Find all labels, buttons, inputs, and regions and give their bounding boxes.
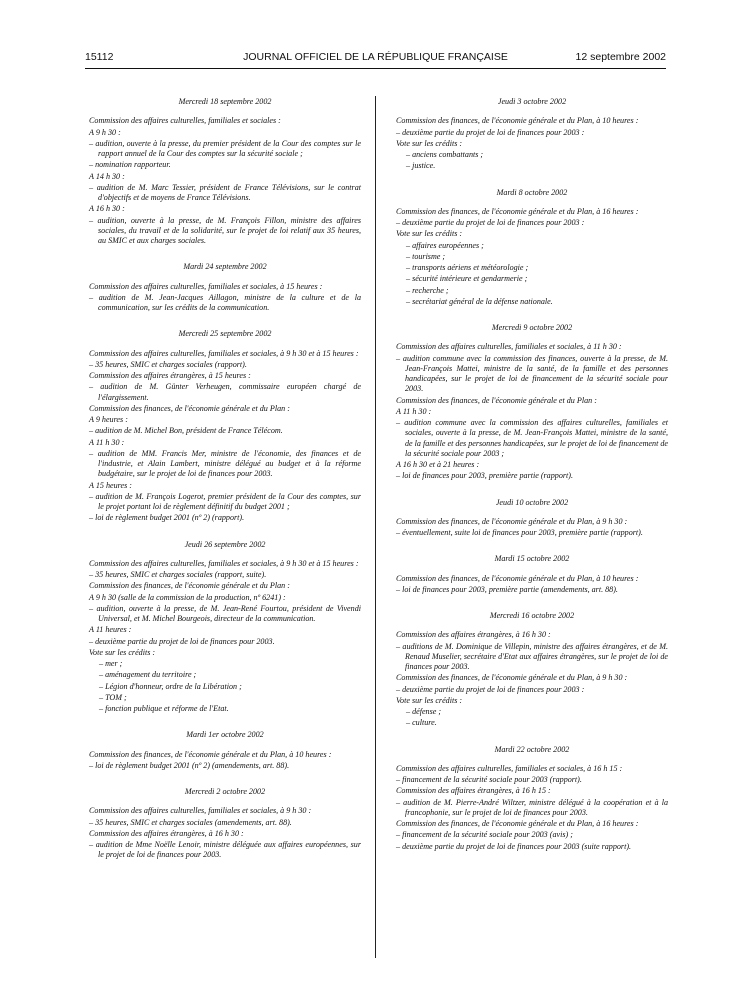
right-column	[396, 97, 668, 866]
agenda-item: – financement de la sécurité sociale pour 2003 (rapport).	[396, 775, 582, 784]
agenda-item: – loi de règlement budget 2001 (nº 2) (amendements, art. 88).	[89, 760, 290, 770]
agenda-item: – 35 heures, SMIC et charges sociales (rapport).	[89, 359, 247, 369]
agenda-day	[396, 496, 668, 539]
credit-item: – mer ;	[99, 659, 123, 668]
agenda-day	[396, 97, 668, 172]
commission-line: Commission des finances, de l'économie générale et du Plan, à 9 h 30 :	[396, 673, 628, 683]
commission-line: Vote sur les crédits :	[396, 695, 463, 705]
agenda-item: – audition de MM. Francis Mer, ministre de l'économie, des finances et de l'industrie, et Alain Lambert, ministre délégué au budget et à la réforme budgétaire, sur le projet de loi de finances pour 2003.	[89, 448, 361, 479]
day-heading: Mercredi 25 septembre 2002	[178, 329, 272, 339]
session-time: A 16 h 30 :	[89, 204, 125, 214]
agenda-item: – loi de finances pour 2003, première partie (amendements, art. 88).	[396, 584, 618, 594]
day-heading: Mardi 22 octobre 2002	[494, 744, 570, 754]
agenda-item: – financement de la sécurité sociale pour 2003 (avis) ;	[396, 830, 573, 840]
day-heading: Jeudi 10 octobre 2002	[495, 497, 569, 507]
left-column	[89, 97, 361, 875]
commission-line: Commission des affaires culturelles, familiales et sociales, à 9 h 30 :	[89, 806, 312, 816]
agenda-item: – deuxième partie du projet de loi de finances pour 2003 :	[396, 218, 585, 227]
agenda-item: – audition de Mme Noëlle Lenoir, ministre déléguée aux affaires européennes, sur le projet de loi de finances pour 2003.	[89, 840, 361, 860]
agenda-item: – 35 heures, SMIC et charges sociales (amendements, art. 88).	[89, 817, 292, 827]
agenda-item: – loi de finances pour 2003, première partie (rapport).	[396, 471, 573, 481]
session-time: A 11 h 30 :	[396, 406, 432, 416]
session-time: A 9 h 30 (salle de la commission de la production, nº 6241) :	[89, 592, 286, 602]
agenda-item: – audition de M. Jean-Jacques Aillagon, ministre de la culture et de la communication, sur les crédits de la communication.	[89, 292, 361, 312]
agenda-item: – deuxième partie du projet de loi de finances pour 2003 :	[396, 127, 585, 137]
agenda-item: – audition de M. Michel Bon, président de France Télécom.	[89, 426, 283, 436]
commission-line: Commission des affaires culturelles, familiales et sociales, à 9 h 30 et à 15 heures :	[89, 558, 359, 568]
session-time: A 16 h 30 et à 21 heures :	[396, 460, 480, 469]
credit-item: – TOM ;	[99, 692, 127, 702]
credit-item: – défense ;	[406, 707, 442, 716]
day-heading: Mercredi 16 octobre 2002	[489, 611, 575, 620]
agenda-day	[89, 538, 361, 715]
commission-line: Commission des affaires culturelles, familiales et sociales, à 11 h 30 :	[396, 342, 622, 352]
agenda-item: – audition de M. Marc Tessier, président de France Télévisions, sur le contrat d'objectifs et de moyens de France Télévisions.	[89, 182, 361, 202]
agenda-item: – deuxième partie du projet de loi de finances pour 2003.	[89, 636, 275, 646]
agenda-item: – audition de M. Pierre-André Wiltzer, ministre délégué à la coopération et à la francophonie, sur le projet de loi de finances pour 2003.	[396, 797, 668, 817]
header-rule	[85, 68, 666, 69]
agenda-item: – nomination rapporteur.	[89, 160, 171, 170]
session-time: A 11 heures :	[89, 625, 132, 635]
agenda-item: – loi de règlement budget 2001 (nº 2) (rapport).	[89, 513, 245, 523]
day-heading: Mardi 8 octobre 2002	[496, 187, 568, 197]
credit-item: – recherche ;	[406, 285, 449, 295]
agenda-day	[396, 552, 668, 595]
credit-item: – anciens combattants ;	[406, 150, 484, 159]
agenda-day	[396, 321, 668, 482]
credit-item: – sécurité intérieure et gendarmerie ;	[406, 274, 528, 284]
credit-item: – secrétariat général de la défense nationale.	[406, 296, 553, 306]
agenda-item: – éventuellement, suite loi de finances pour 2003, première partie (rapport).	[396, 528, 643, 537]
day-heading: Jeudi 26 septembre 2002	[184, 539, 266, 549]
credit-item: – affaires européennes ;	[406, 240, 484, 250]
credit-item: – fonction publique et réforme de l'Etat.	[99, 704, 229, 713]
commission-line: Vote sur les crédits :	[89, 647, 156, 657]
agenda-day	[396, 186, 668, 308]
session-time: A 14 h 30 :	[89, 171, 125, 181]
commission-line: Commission des finances, de l'économie générale et du Plan, à 16 heures :	[396, 819, 639, 828]
agenda-day	[89, 260, 361, 313]
commission-line: Commission des finances, de l'économie générale et du Plan :	[89, 403, 290, 413]
day-heading: Mardi 1er octobre 2002	[186, 730, 264, 740]
credit-item: – justice.	[406, 161, 436, 171]
credit-item: – tourisme ;	[406, 251, 446, 261]
agenda-item: – audition, ouverte à la presse, de M. François Fillon, ministre des affaires sociales, du travail et de la solidarité, sur le projet de loi relatif aux 35 heures, au SMIC et aux charges sociales.	[89, 215, 361, 245]
commission-line: Vote sur les crédits :	[396, 229, 463, 239]
commission-line: Commission des finances, de l'économie générale et du Plan, à 10 heures :	[396, 116, 639, 126]
commission-line: Commission des finances, de l'économie générale et du Plan :	[396, 395, 597, 405]
commission-line: Commission des affaires étrangères, à 15 heures :	[89, 371, 251, 380]
commission-line: Commission des finances, de l'économie générale et du Plan, à 16 heures :	[396, 206, 639, 216]
session-time: A 9 heures :	[89, 415, 128, 424]
agenda-item: – audition commune avec la commission des finances, ouverte à la presse, de M. Jean-François Mattei, ministre de la santé, de la famille et des personnes handicapées, sur le projet de loi de financement de la sécurité sociale pour 2003.	[396, 353, 668, 394]
agenda-item: – 35 heures, SMIC et charges sociales (rapport, suite).	[89, 570, 267, 579]
session-time: A 15 heures :	[89, 480, 132, 490]
issue-date: 12 septembre 2002	[575, 51, 666, 63]
page-number: 15112	[85, 51, 114, 63]
day-heading: Mardi 24 septembre 2002	[183, 262, 267, 272]
commission-line: Commission des affaires étrangères, à 16 h 30 :	[396, 630, 551, 640]
day-heading: Jeudi 3 octobre 2002	[497, 97, 567, 106]
agenda-day	[89, 97, 361, 246]
agenda-day	[396, 609, 668, 729]
agenda-item: – audition, ouverte à la presse, de M. Jean-René Fourtou, président de Vivendi Universal, et M. Michel Bourgeois, directeur de la communication.	[89, 603, 361, 623]
commission-line: Commission des finances, de l'économie générale et du Plan, à 9 h 30 :	[396, 516, 628, 526]
commission-line: Commission des affaires culturelles, familiales et sociales :	[89, 116, 281, 126]
journal-title: JOURNAL OFFICIEL DE LA RÉPUBLIQUE FRANÇAISE	[243, 51, 508, 63]
day-heading: Mercredi 9 octobre 2002	[491, 323, 573, 332]
agenda-item: – audition commune avec la commission des affaires culturelles, familiales et sociales, ouverte à la presse, de M. Jean-François Mattei, ministre de la santé, de la famille et des personnes handicapées, sur le projet de loi de financement de la sécurité sociale pour 2003 ;	[396, 418, 668, 458]
agenda-item: – deuxième partie du projet de loi de finances pour 2003 :	[396, 684, 585, 694]
commission-line: Vote sur les crédits :	[396, 138, 463, 148]
commission-line: Commission des finances, de l'économie générale et du Plan, à 10 heures :	[89, 749, 332, 759]
session-time: A 11 h 30 :	[89, 437, 125, 447]
credit-item: – Légion d'honneur, ordre de la Libération ;	[99, 681, 242, 691]
agenda-day	[89, 327, 361, 523]
commission-line: Commission des affaires culturelles, familiales et sociales, à 15 heures :	[89, 281, 323, 291]
day-heading: Mercredi 2 octobre 2002	[184, 787, 266, 796]
day-heading: Mardi 15 octobre 2002	[494, 554, 570, 564]
agenda-day	[89, 785, 361, 861]
credit-item: – culture.	[406, 718, 437, 728]
agenda-day	[396, 743, 668, 852]
agenda-item: – auditions de M. Dominique de Villepin, ministre des affaires étrangères, et de M. Renaud Muselier, secrétaire d'Etat aux affaires étrangères, sur le projet de loi de finances pour 2003.	[396, 641, 668, 671]
agenda-item: – audition, ouverte à la presse, du premier président de la Cour des comptes sur le rapport annuel de la Cour des comptes sur la sécurité sociale ;	[89, 138, 361, 158]
session-time: A 9 h 30 :	[89, 127, 121, 137]
commission-line: Commission des affaires étrangères, à 16 h 30 :	[89, 828, 244, 838]
day-heading: Mercredi 18 septembre 2002	[178, 97, 272, 106]
page-header	[85, 51, 666, 65]
commission-line: Commission des affaires culturelles, familiales et sociales, à 16 h 15 :	[396, 763, 623, 773]
commission-line: Commission des finances, de l'économie générale et du Plan, à 10 heures :	[396, 573, 639, 583]
credit-item: – transports aériens et météorologie ;	[406, 263, 529, 272]
agenda-item: – deuxième partie du projet de loi de finances pour 2003 (suite rapport).	[396, 841, 632, 851]
agenda-day	[89, 728, 361, 771]
commission-line: Commission des affaires étrangères, à 16 h 15 :	[396, 786, 551, 796]
commission-line: Commission des affaires culturelles, familiales et sociales, à 9 h 30 et à 15 heures :	[89, 348, 359, 358]
commission-line: Commission des finances, de l'économie générale et du Plan :	[89, 581, 290, 591]
agenda-item: – audition de M. Günter Verheugen, commissaire européen chargé de l'élargissement.	[89, 382, 361, 402]
column-divider	[375, 96, 376, 958]
credit-item: – aménagement du territoire ;	[99, 670, 197, 680]
agenda-item: – audition de M. François Logerot, premier président de la Cour des comptes, sur le projet portant loi de règlement définitif du budget 2001 ;	[89, 491, 361, 511]
